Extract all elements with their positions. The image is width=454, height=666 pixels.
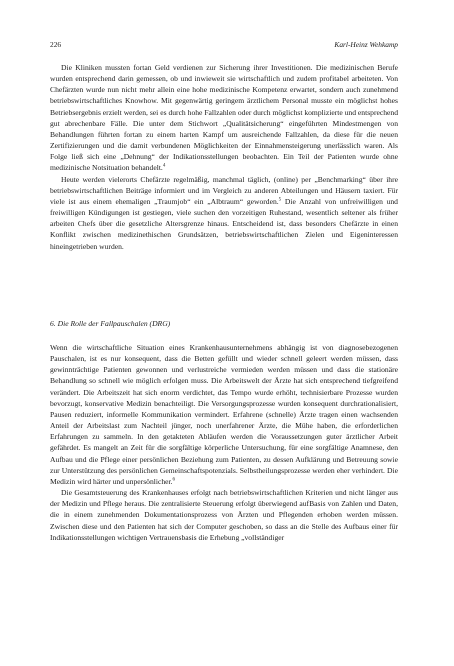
paragraph-text: Heute werden vielerorts Chefärzte regelmäßig, manchmal täglich, (online) per „Benchmarking“ über ihre betriebswirtschaftlichen Beiträge informiert und im Vergleich zu anderen Abteilungen und Häusern taxiert. Für viele ist aus einem ehemaligen „Traumjob“ ein „Albtraum“ geworden. — [50, 174, 398, 206]
body-text-section-1 — [50, 62, 398, 252]
page-number: 226 — [50, 40, 62, 49]
paragraph-text: Die Kliniken mussten fortan Geld verdienen zur Sicherung ihrer Investitionen. Die medizinischen Berufe wurden entsprechend darin gemessen, ob und inwieweit sie wirtschaftlich und zudem profitabel arbeiteten. Von Chefärzten wurde nun nicht mehr allein eine hohe medizinische Kompetenz erwartet, sondern auch zunehmend betriebswirtschaftliches Knowhow. Mit gegenwärtig geringem ärztlichem Personal musste ein möglichst hohes Betriebsergebnis erzielt werden, sei es durch hohe Fallzahlen oder durch möglichst komplizierte und entsprechend gut abrechenbare Fälle. Die unter dem Stichwort „Qualitätsicherung“ eingeführten Mindestmengen von Behandlungen führten fortan zu einem harten Kampf um ausreichende Fallzahlen, da diese für die neuen Zertifizierungen und die damit verbundenen Möglichkeiten der Einnahmensteigerung unerlässlich waren. Als Folge ließ sich eine „Dehnung“ der Indikationsstellungen beobachten. Ein Teil der Patienten wurde ohne medizinische Notsituation behandelt. — [50, 63, 398, 173]
paragraph — [50, 62, 398, 174]
paragraph-text: Die Gesamtsteuerung des Krankenhauses erfolgt nach betriebswirtschaftlichen Kriterien und nicht länger aus der Medizin und Pflege heraus. Die zentralisierte Steuerung erfolgt überwiegend aufBasis von Zahlen und Daten, die in einem zunehmenden Dokumentationsprozess von Ärzten und Pflegenden erhoben werden müssen. Zwischen diese und den Patienten hat sich der Computer geschoben, so dass an die Stelle des Aufbaus einer für Indikationsstellungen wichtigen Vertrauensbasis die Erhebung „vollständiger — [50, 488, 398, 542]
footnote-marker[interactable]: 4 — [162, 163, 166, 169]
running-header — [50, 40, 398, 52]
body-text-section-2 — [50, 342, 398, 543]
paragraph-text: Wenn die wirtschaftliche Situation eines Krankenhausunternehmens abhängig ist von diagnosebezogenen Pauschalen, ist es nur konsequent, dass die Betten gefüllt und wieder schnell geleert werden müssen, dass gewinnträchtige Patienten gewonnen und verlustreiche vermieden werden müssen und dass die stationäre Behandlung so schnell wie möglich erfolgen muss. Die Arbeitswelt der Ärzte hat sich entsprechend tiefgreifend verändert. Die Arbeitszeit hat sich enorm verdichtet, das Tempo wurde erhöht, technisierbare Prozesse wurden bevorzugt, konservative Medizin benachteiligt. Die Versorgungsprozesse wurden konsequent durchrationalisiert, Pausen reduziert, informelle Kommunikation vermindert. Erfahrene (schnelle) Ärzte tragen einen wachsenden Anteil der Arbeitslast zum Nachteil jünger, noch unerfahrener Ärzte, die Mühe haben, die erforderlichen Erfahrungen zu sammeln. In den getakteten Abläufen werden die Voraussetzungen guter ärztlicher Arbeit gefährdet. Es mangelt an Zeit für die sorgfältige körperliche Untersuchung, für eine sorgfältige Anamnese, den Aufbau und die Pflege einer persönlichen Beziehung zum Patienten, zu dessen Aufklärung und Betreuung sowie zur Unterstützung des persönlichen Gemeinschaftspotenzials. Selbstheilungsprozesse werden eher verhindert. Die Medizin wird härter und unpersönlicher. — [50, 343, 398, 486]
footnote-marker[interactable]: 6 — [172, 477, 176, 483]
running-header-author: Karl-Heinz Wehkamp — [334, 40, 398, 49]
paragraph — [50, 487, 398, 543]
footnote-marker[interactable]: 5 — [278, 197, 282, 203]
paragraph — [50, 342, 398, 487]
section-heading: 6. Die Rolle der Fallpauschalen (DRG) — [50, 319, 171, 328]
paragraph — [50, 174, 398, 252]
paragraph-text: Die Anzahl von unfreiwilligen und freiwilligen Kündigungen ist gestiegen, viele suchen den vorzeitigen Ruhestand, wesentlich seltener als früher arbeiten Chefs über die gesetzliche Altersgrenze hinaus. Entscheidend ist, dass besonders Chefärzte in einen Konflikt zwischen medizinethischen Grundsätzen, betriebswirtschaftlichen Zielen und Eigeninteressen hineingetrieben wurden. — [50, 196, 398, 251]
